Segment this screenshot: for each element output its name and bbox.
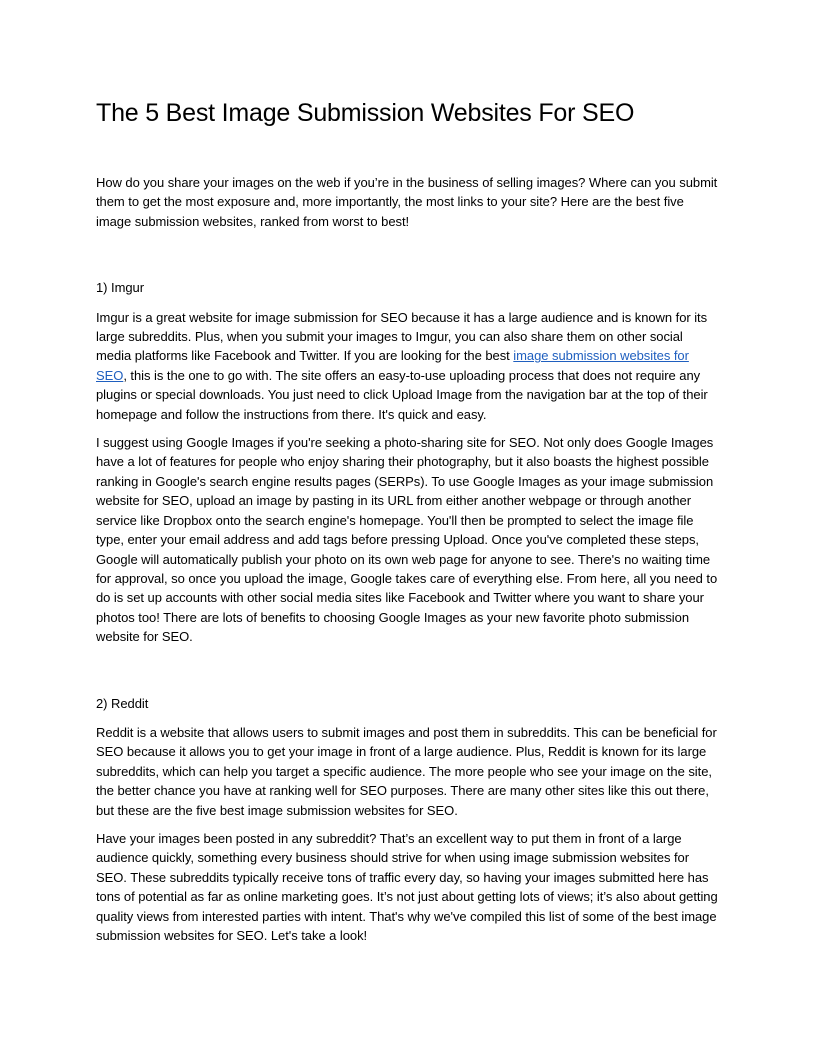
imgur-paragraph-1-text-before: Imgur is a great website for image submission for SEO because it has a large audience and is known for its large subreddits. Plus, when you submit your images to Imgur, you can also share them on other social media platforms like Facebook and Twitter. If you are looking for the best bbox=[96, 309, 708, 364]
reddit-paragraph-2: Have your images been posted in any subreddit? That’s an excellent way to put them in front of a large audience quickly, something every business should strive for when using image submission websites for SEO. These subreddits typically receive tons of traffic every day, so having your images submitted here has tons of potential as far as online marketing goes. It’s not just about getting lots of views; it’s also about getting quality views from interested parties with intent. That's why we've compiled this list of some of the best image submission websites for SEO. Let's take a look! bbox=[96, 830, 718, 943]
imgur-paragraph-2: I suggest using Google Images if you're seeking a photo-sharing site for SEO. Not only does Google Images have a lot of features for people who enjoy sharing their photography, but it also boasts the highest possible ranking in Google's search engine results pages (SERPs). To use Google Images as your image submission website for SEO, upload an image by pasting in its URL from either another webpage or through another service like Dropbox onto the search engine's homepage. You'll then be prompted to select the image file type, enter your email address and add tags before pressing Upload. Once you've completed these steps, Google will automatically publish your photo on its own web page for anyone to see. There's no waiting time for approval, so once you upload the image, Google takes care of everything else. From here, all you need to do is set up accounts with other social media sites like Facebook and Twitter where you want to share your photos too! There are lots of benefits to choosing Google Images as your new favorite photo submission website for SEO. bbox=[96, 435, 718, 645]
section-imgur bbox=[96, 278, 720, 646]
imgur-paragraph-1 bbox=[96, 308, 720, 424]
imgur-paragraph-1-text-after: , this is the one to go with. The site offers an easy-to-use uploading process that does not require any plugins or special downloads. You just need to click Upload Image from the navigation bar at the top of their homepage and follow the instructions from there. It's quick and easy. bbox=[96, 367, 708, 422]
page-title: The 5 Best Image Submission Websites For SEO bbox=[96, 99, 635, 127]
section-heading-imgur: 1) Imgur bbox=[96, 280, 145, 296]
intro-paragraph: How do you share your images on the web if you’re in the business of selling images? Where can you submit them to get the most exposure and, more importantly, the most links to your site? Here are the best five image submission websites, ranked from worst to best! bbox=[96, 175, 718, 229]
section-heading-reddit: 2) Reddit bbox=[96, 695, 149, 711]
reddit-paragraph-1: Reddit is a website that allows users to submit images and post them in subreddits. This can be beneficial for SEO because it allows you to get your image in front of a large audience. Plus, Reddit is known for its large subreddits, which can help you target a specific audience. The more people who see your image on the site, the better chance you have at ranking well for SEO purposes. There are many other sites like this out there, but these are the five best image submission websites for SEO. bbox=[96, 724, 717, 818]
section-reddit bbox=[96, 694, 720, 946]
image-submission-link[interactable]: image submission websites for SEO bbox=[96, 348, 689, 383]
document-body bbox=[96, 97, 720, 945]
